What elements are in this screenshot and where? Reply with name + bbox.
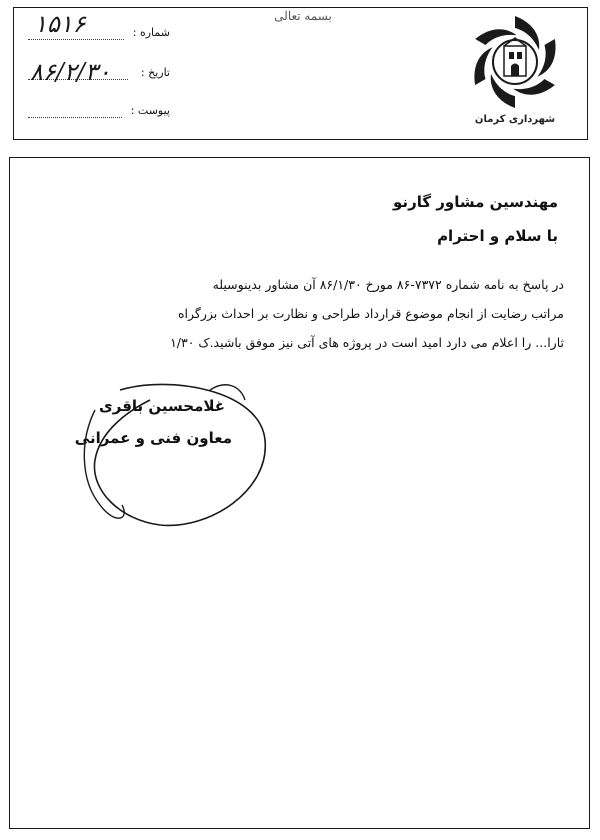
date-label: تاریخ : — [140, 66, 170, 79]
signatory-name: غلامحسین باقری — [98, 397, 225, 415]
paragraph-line: در پاسخ به نامه شماره ۷۳۷۲-۸۶ مورخ ۸۶/۱/۳۰ آن مشاور بدینوسیله — [212, 277, 564, 292]
signature-scribble — [60, 370, 280, 540]
handwritten-date: ۸۶/۲/۳۰ — [30, 58, 111, 86]
salutation-line: با سلام و احترام — [437, 227, 558, 245]
attachment-dotted-line — [28, 117, 122, 118]
recipient-line: مهندسین مشاور گارنو — [393, 193, 558, 211]
bismillah-text: بسمه تعالی — [274, 9, 332, 23]
paragraph-line: ثارا... را اعلام می دارد امید است در پروژه های آتی نیز موفق باشید.ک ۱/۳۰ — [170, 335, 564, 350]
letter-paragraph — [36, 270, 564, 357]
number-label: شماره : — [132, 26, 170, 39]
logo-caption: شهرداری کرمان — [474, 114, 556, 125]
municipality-emblem-icon — [460, 12, 570, 112]
paragraph-line: مراتب رضایت از انجام موضوع قرارداد طراحی و نظارت بر احداث بزرگراه — [178, 306, 564, 321]
attachment-field — [28, 104, 170, 122]
handwritten-number: ۱۵۱۶ — [34, 10, 86, 38]
signatory-title: معاون فنی و عمرانی — [74, 429, 232, 447]
number-dotted-line — [28, 39, 124, 40]
attachment-label: پیوست : — [130, 104, 170, 117]
